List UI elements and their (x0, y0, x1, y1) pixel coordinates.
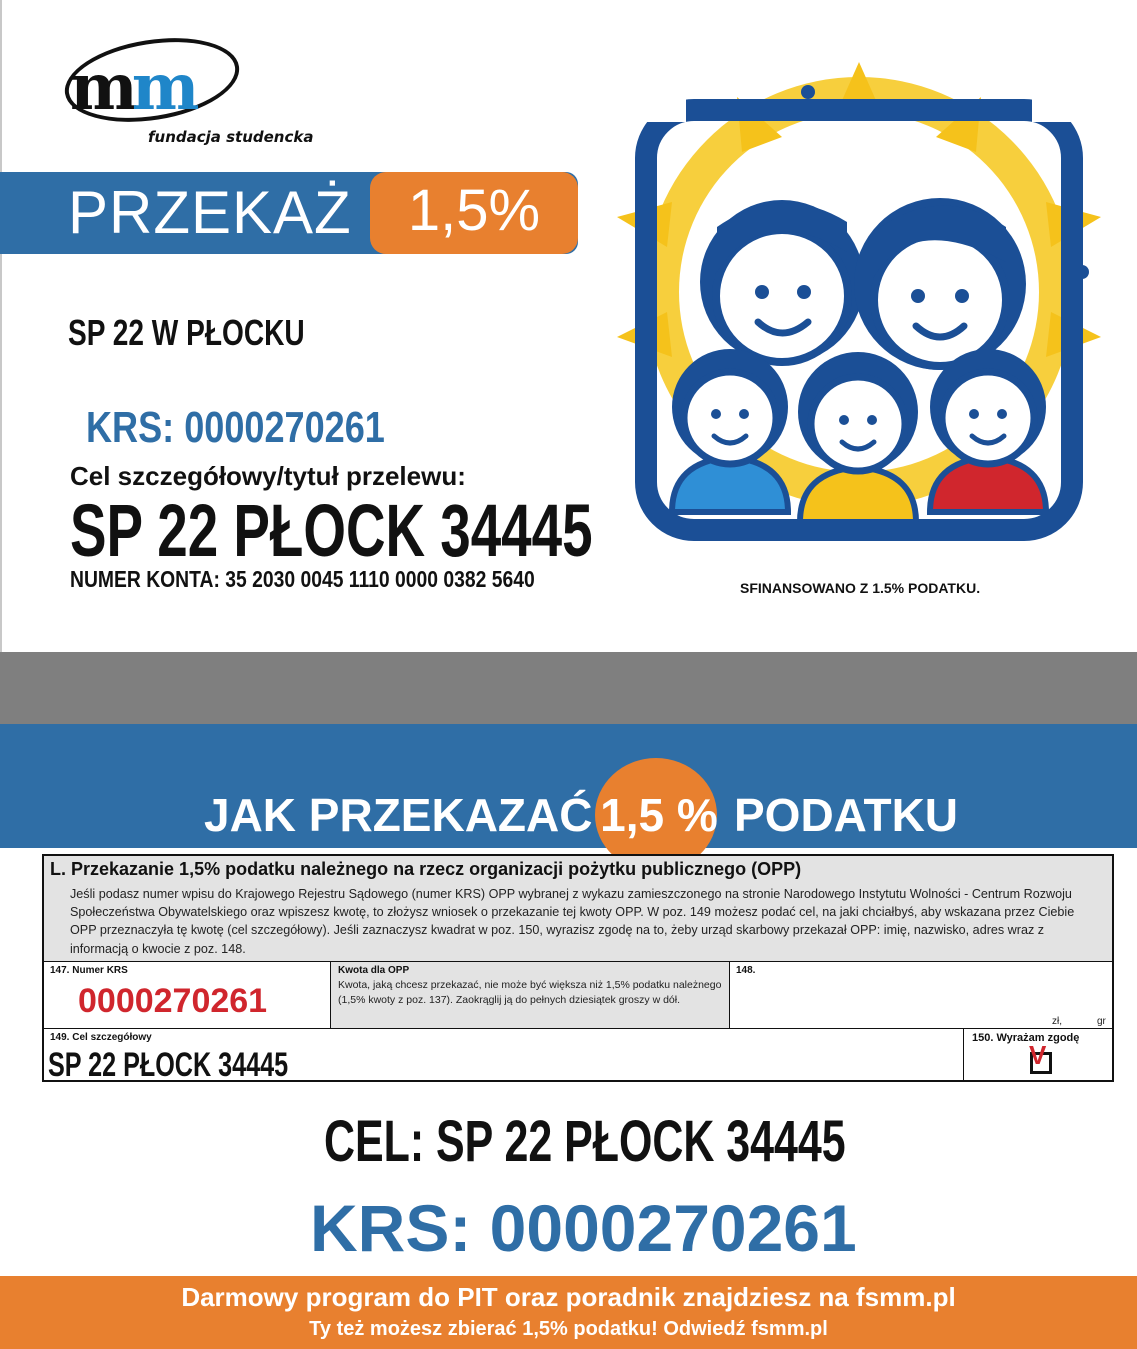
how-heading-percent: 1,5 % (600, 789, 718, 841)
cel-bottom: CEL: SP 22 PŁOCK 34445 (324, 1109, 846, 1174)
separator (0, 652, 1137, 724)
logo-subtitle: fundacja studencka (148, 128, 314, 146)
field-149-label: 149. Cel szczegółowy (50, 1032, 152, 1043)
krs-number: KRS: 0000270261 (86, 403, 385, 452)
amount-description: Kwota, jaką chcesz przekazać, nie może być większa niż 1,5% podatku należnego (1,5% kwoty z poz. 137). Zaokrąglij ją do pełnych dziesiątek groszy w dół. (338, 979, 722, 1006)
cel-value: SP 22 PŁOCK 34445 (70, 489, 593, 572)
check-icon: V (1029, 1040, 1047, 1070)
form-description: Jeśli podasz numer wpisu do Krajowego Rejestru Sądowego (numer KRS) OPP wybranej z wykazu zamieszczonego na stronie Narodowego Instytutu Wolności - Centrum Rozwoju Społeczeństwa Obywatelskiego oraz wpiszesz kwotę, to złożysz wniosek o przekazanie tej kwoty OPP. W poz. 149 możesz podać cel, na jaki chciałbyś, aby wskazana przez Ciebie OPP przeznaczyła tę kwotę (cel szczegółowy). Jeśli zaznaczysz kwadrat w poz. 150, wyrazisz zgodę na to, żeby urząd skarbowy przekazał OPP: imię, nazwisko, adres wraz z informacją o kwocie z poz. 148. (70, 887, 1075, 956)
krs-bottom: KRS: 0000270261 (310, 1191, 857, 1265)
school-name: SP 22 W PŁOCKU (68, 312, 305, 353)
field-147-label: 147. Numer KRS (50, 965, 128, 976)
currency-gr: gr (1097, 1016, 1106, 1027)
banner-percent: 1,5% (370, 172, 578, 254)
form-title: L. Przekazanie 1,5% podatku należnego na rzecz organizacji pożytku publicznego (OPP) (50, 859, 802, 879)
child-right-icon (930, 349, 1046, 512)
account-number: NUMER KONTA: 35 2030 0045 1110 0000 0382 5640 (70, 566, 535, 592)
adult-left-icon (700, 200, 864, 364)
cel-label: Cel szczegółowy/tytuł przelewu: (70, 461, 466, 491)
adult-right-icon (854, 198, 1026, 370)
financed-note: SFINANSOWANO Z 1.5% PODATKU. (740, 580, 981, 596)
footer-line-1: Darmowy program do PIT oraz poradnik znajdziesz na fsmm.pl (181, 1282, 956, 1312)
logo-mark-left: m (70, 50, 132, 125)
child-middle-icon (798, 352, 918, 522)
banner-text: PRZEKAŻ (68, 179, 352, 246)
field-149-value: SP 22 PŁOCK 34445 (48, 1046, 289, 1084)
field-150-label: 150. Wyrażam zgodę (972, 1032, 1080, 1044)
currency-zl: zł, (1052, 1016, 1062, 1027)
amount-label: Kwota dla OPP (338, 965, 410, 976)
how-heading-part3: PODATKU (734, 789, 959, 841)
logo-mark-right: m (131, 50, 194, 125)
field-148-label: 148. (736, 965, 756, 976)
child-left-icon (672, 349, 788, 512)
logo (70, 50, 193, 125)
field-147-value: 0000270261 (78, 982, 268, 1020)
family-sun-illustration (612, 52, 1106, 546)
how-heading-part1: JAK PRZEKAZAĆ (204, 789, 593, 841)
footer-line-2: Ty też możesz zbierać 1,5% podatku! Odwiedź fsmm.pl (309, 1318, 828, 1340)
